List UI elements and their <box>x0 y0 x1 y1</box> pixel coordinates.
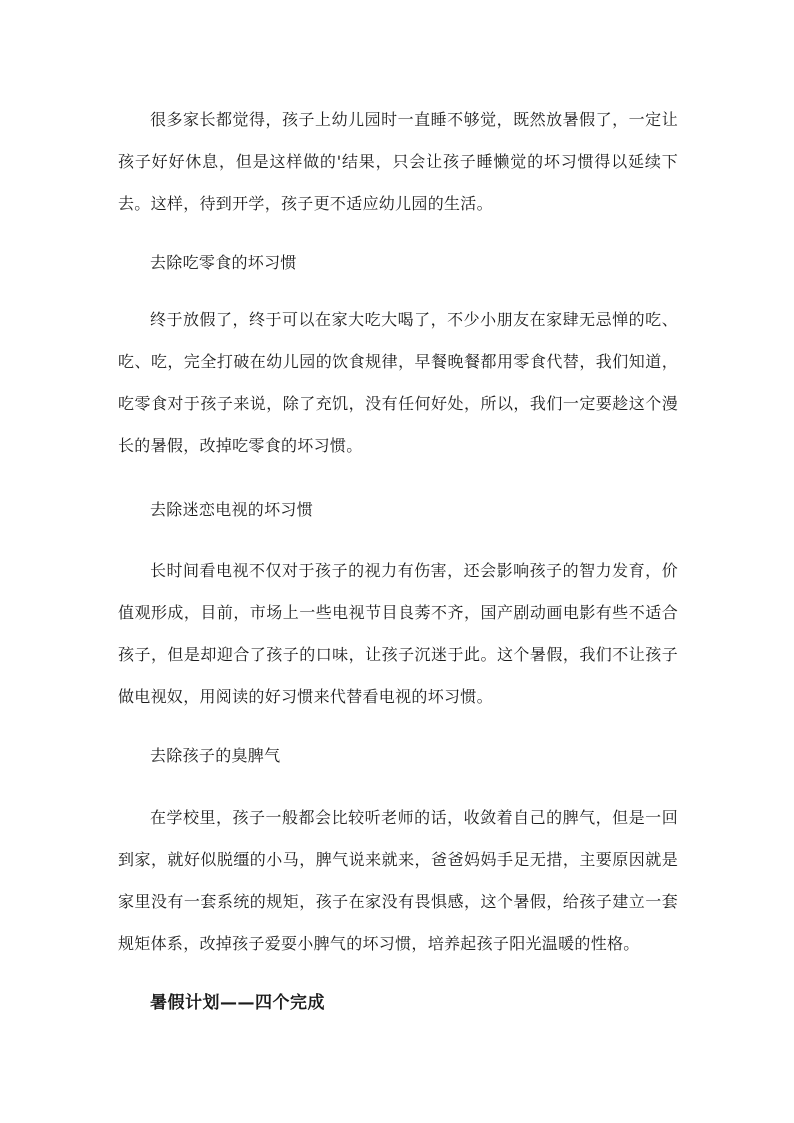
section-title-summer-plan: 暑假计划——四个完成 <box>150 993 325 1013</box>
heading-temper: 去除孩子的臭脾气 <box>150 746 281 765</box>
paragraph-temper: 在学校里，孩子一般都会比较听老师的话，收敛着自己的脾气，但是一回到家，就好似脱缰的小马，脾气说来就来，爸爸妈妈手足无措，主要原因就是家里没有一套系统的规矩，孩子在家没有畏惧感，这个暑假，给孩子建立一套规矩体系，改掉孩子爱耍小脾气的坏习惯，培养起孩子阳光温暖的性格。 <box>118 808 678 953</box>
heading-snacks: 去除吃零食的坏习惯 <box>150 253 297 272</box>
paragraph-snacks: 终于放假了，终于可以在家大吃大喝了，不少小朋友在家肆无忌惮的吃、吃、吃，完全打破在幼儿园的饮食规律，早餐晚餐都用零食代替，我们知道，吃零食对于孩子来说，除了充饥，没有任何好处，所以，我们一定要趁这个漫长的暑假，改掉吃零食的坏习惯。 <box>118 310 678 455</box>
heading-tv: 去除迷恋电视的坏习惯 <box>150 500 314 519</box>
paragraph-tv: 长时间看电视不仅对于孩子的视力有伤害，还会影响孩子的智力发育，价值观形成，目前，市场上一些电视节目良莠不齐，国产剧动画电影有些不适合孩子，但是却迎合了孩子的口味，让孩子沉迷于此。这个暑假，我们不让孩子做电视奴，用阅读的好习惯来代替看电视的坏习惯。 <box>118 561 678 706</box>
paragraph-sleep-habit: 很多家长都觉得，孩子上幼儿园时一直睡不够觉，既然放暑假了，一定让孩子好好休息，但是这样做的'结果，只会让孩子睡懒觉的坏习惯得以延续下去。这样，待到开学，孩子更不适应幼儿园的生活。 <box>118 110 678 213</box>
